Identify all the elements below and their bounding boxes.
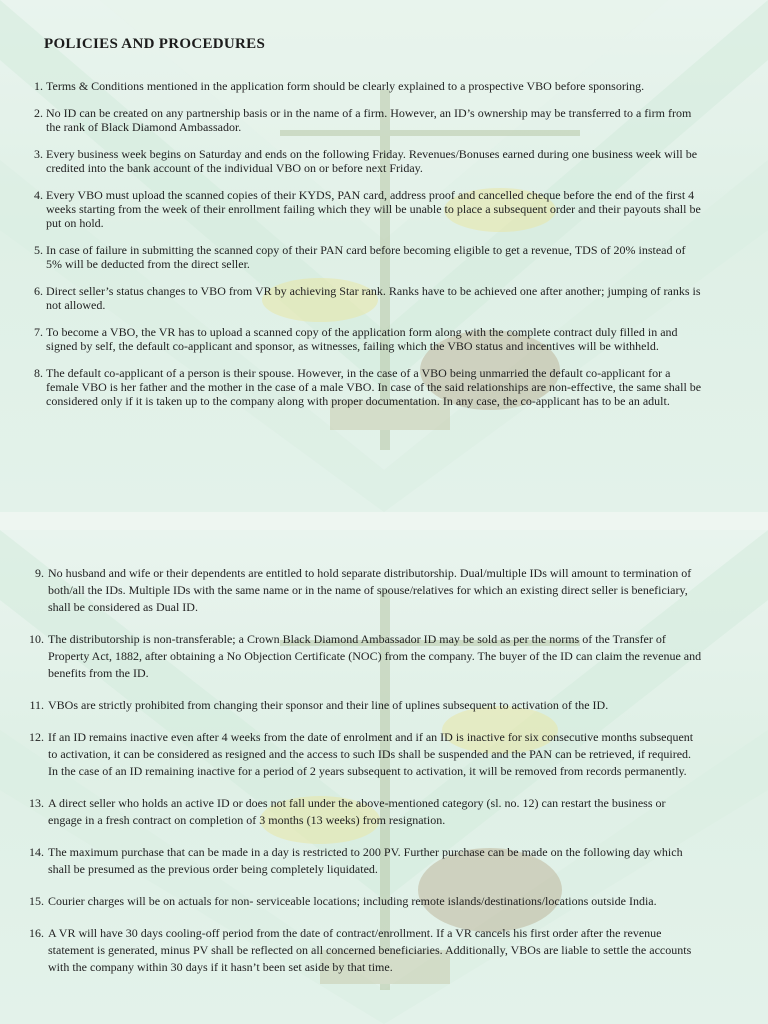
list-item: 16. A VR will have 30 days cooling-off period from the date of contract/enrollment. If a VR cancels his first order after the revenue statement is generated, minus PV shall be reflected on all concerned beneficiaries. Additionally, VBOs are liable to settle the accounts with the company within 30 days if it hasn’t been set aside by that time. [29,926,692,974]
list-item: 10. The distributorship is non-transferable; a Crown Black Diamond Ambassador ID may be sold as per the norms of the Transfer of Property Act, 1882, after obtaining a No Objection Certificate (NOC) from the company. The buyer of the ID can claim the revenue and benefits from the ID. [29,632,702,680]
list-item: 5. In case of failure in submitting the scanned copy of their PAN card before becoming eligible to get a revenue, TDS of 20% instead of 5% will be deducted from the direct seller. [34,243,686,271]
list-item: 1. Terms & Conditions mentioned in the application form should be clearly explained to a prospective VBO before sponsoring. [34,79,645,93]
list-item: 4. Every VBO must upload the scanned copies of their KYDS, PAN card, address proof and cancelled cheque before the end of the first 4 weeks starting from the week of their enrollment failing which they will be unable to place a subsequent order and their payouts shall be put on hold. [34,188,701,230]
list-item: 9. No husband and wife or their dependents are entitled to hold separate distributorship. Dual/multiple IDs will amount to termination of both/all the IDs. Multiple IDs with the same name or in the name of spouse/relatives for which an existing direct seller is beneficiary, shall be considered as Dual ID. [35,566,692,614]
page-bottom [0,530,768,1024]
page-gap [0,512,768,530]
list-item: 6. Direct seller’s status changes to VBO from VR by achieving Star rank. Ranks have to be achieved one after another; jumping of ranks is not allowed. [34,284,701,312]
list-item: 13. A direct seller who holds an active ID or does not fall under the above-mentioned category (sl. no. 12) can restart the business or engage in a fresh contract on completion of 3 months (13 weeks) from resignation. [29,796,666,827]
list-item: 12. If an ID remains inactive even after 4 weeks from the date of enrolment and if an ID is inactive for six consecutive months subsequent to activation, it can be considered as resigned and the access to such IDs shall be suspended and the PAN can be retrieved, if required. In the case of an ID remaining inactive for a period of 2 years subsequent to activation, it will be removed from records permanently. [29,730,694,778]
list-item: 14. The maximum purchase that can be made in a day is restricted to 200 PV. Further purchase can be made on the following day which shall be presumed as the previous order being completely liquidated. [29,845,683,876]
policy-list-part-1 [26,79,702,421]
list-item: 8. The default co-applicant of a person is their spouse. However, in the case of a VBO being unmarried the default co-applicant for a female VBO is her father and the mother in the case of a male VBO. In case of the said relationships are non-effective, the same shall be considered only if it is taken up to the company along with proper documentation. In any case, the co-applicant has to be an adult. [34,366,702,408]
policy-list-part-2 [26,565,702,991]
page-title: POLICIES AND PROCEDURES [44,36,266,52]
list-item: 2. No ID can be created on any partnership basis or in the name of a firm. However, an ID’s ownership may be transferred to a firm from the rank of Black Diamond Ambassador. [34,106,692,134]
list-item: 11. VBOs are strictly prohibited from changing their sponsor and their line of uplines subsequent to activation of the ID. [29,698,609,712]
list-item: 7. To become a VBO, the VR has to upload a scanned copy of the application form along with the complete contract duly filled in and signed by self, the default co-applicant and sponsor, as witnesses, failing which the VBO status and incentives will be withheld. [34,325,678,353]
list-item: 15. Courier charges will be on actuals for non- serviceable locations; including remote islands/destinations/locations outside India. [29,894,657,908]
list-item: 3. Every business week begins on Saturday and ends on the following Friday. Revenues/Bonuses earned during one business week will be credited into the bank account of the individual VBO on or before next Friday. [34,147,698,175]
